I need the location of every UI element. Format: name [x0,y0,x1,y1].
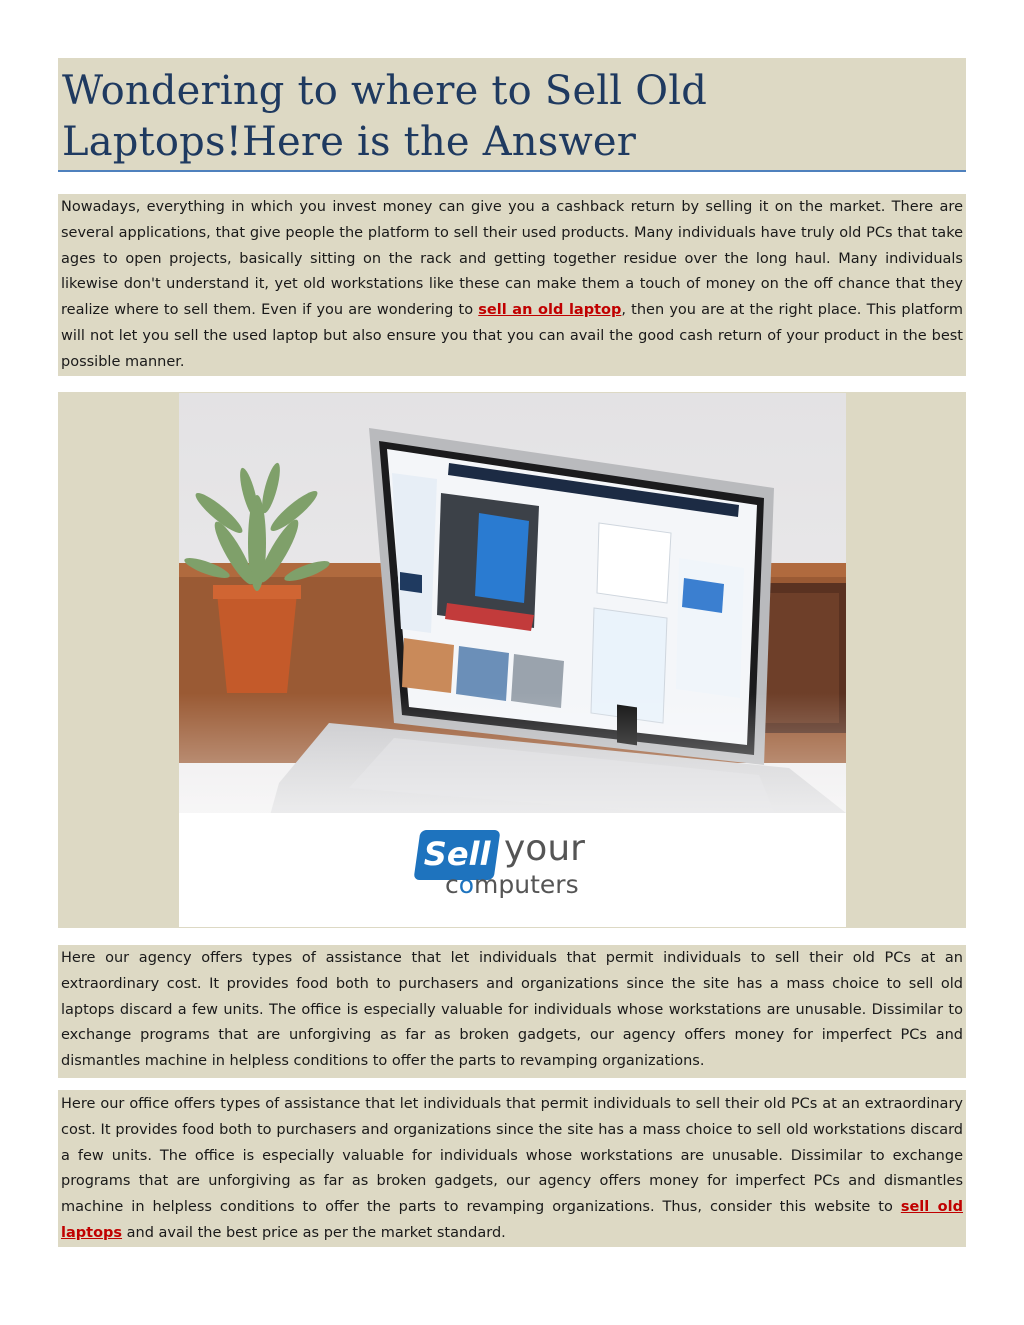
logo-computers-text [445,871,579,899]
laptop-photo [179,393,846,927]
logo-your-text: your [504,828,585,869]
office-text-start: Here our office offers types of assistance that let individuals that permit individuals to sell their old PCs at an extraordinary cost. It provides food both to purchasers and organizations since the site has a mass choice to sell old workstations discard a few units. The office is especially valuable for individuals whose workstations are unusable. Dissimilar to exchange programs that are unforgiving as far as broken gadgets, our agency offers money for imperfect PCs and dismantles machine in helpless conditions to offer the parts to revamping organizations. Thus, consider this website to [61,1096,963,1216]
logo-computers-suffix: mputers [474,870,579,899]
sell-old-laptops-link[interactable]: sell old laptops [61,1199,963,1241]
logo-computers-prefix: c [445,870,459,899]
agency-paragraph: Here our agency offers types of assistance that let individuals that permit individuals to sell their old PCs at an extraordinary cost. It provides food both to purchasers and organizations since the site has a mass choice to sell old laptops discard a few units. The office is especially valuable for individuals whose workstations are unusable. Dissimilar to exchange programs that are unforgiving as far as broken gadgets, our agency offers money for imperfect PCs and dismantles machine in helpless conditions to offer the parts to revamping organizations. [58,945,966,1078]
page-title: Wondering to where to Sell Old Laptops!Here is the Answer [62,68,708,165]
logo-computers-o: o [458,870,475,899]
title-block [58,58,966,172]
logo-sell-text: Sell [423,835,491,873]
office-paragraph [58,1090,966,1247]
sell-an-old-laptop-link[interactable]: sell an old laptop [478,302,622,319]
intro-text-start: Nowadays, everything in which you invest money can give you a cashback return by selling it on the market. There are several applications, that give people the platform to sell their used products. Many individuals have truly old PCs that take ages to open projects, basically sitting on the rack and getting together residue over the long haul. Many individuals likewise don't understand it, yet old workstations like these can make them a touch of money on the off chance that they realize where to sell them. Even if you are wondering to [61,199,963,319]
intro-paragraph [58,194,966,376]
office-text-end: and avail the best price as per the market standard. [122,1224,506,1241]
intro-text-end: , then you are at the right place. This platform will not let you sell the used laptop but also ensure you that you can avail the good cash return of your product in the best possible manner. [61,302,964,370]
